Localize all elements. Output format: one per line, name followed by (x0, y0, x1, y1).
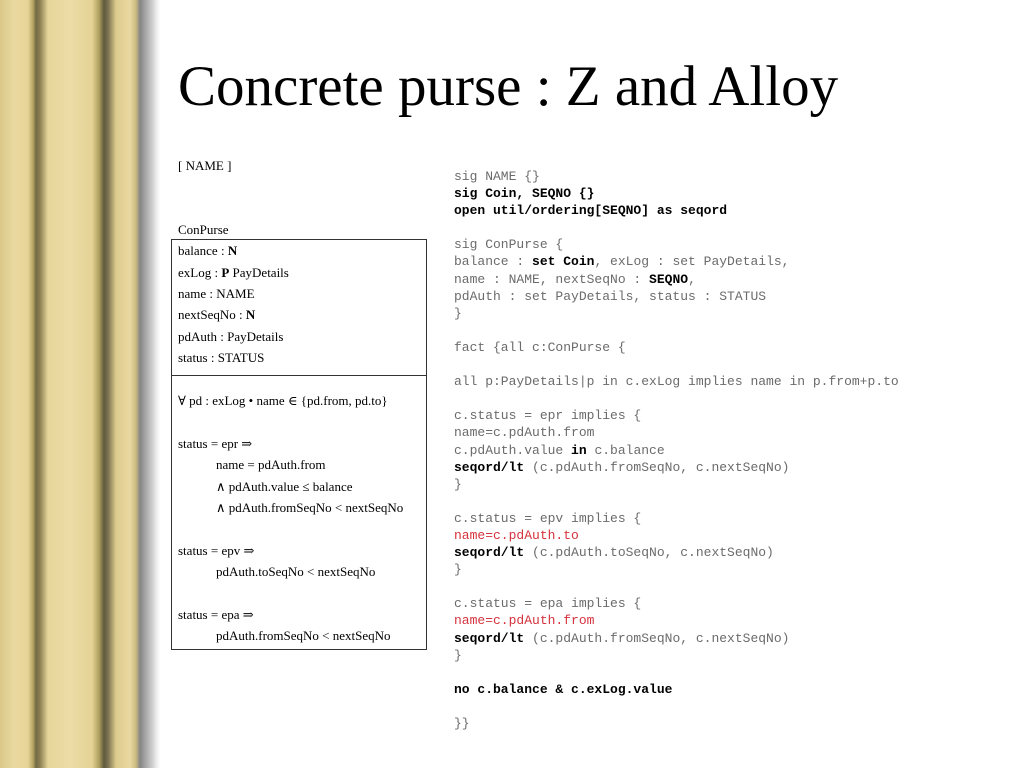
pred-epv-1: pdAuth.toSeqNo < nextSeqNo (216, 564, 376, 579)
decl-exlog (178, 265, 289, 281)
alloy-line: no c.balance & c.exLog.value (454, 681, 673, 697)
slide-title: Concrete purse : Z and Alloy (178, 55, 839, 118)
decl-status: status : STATUS (178, 350, 265, 365)
decl-exlog-name: exLog : (178, 265, 222, 280)
decl-name: name : NAME (178, 286, 255, 301)
alloy-line: } (454, 647, 462, 663)
pred-epv-head: status = epv ⇒ (178, 543, 255, 558)
pred-forall: ∀ pd : exLog • name ∈ {pd.from, pd.to} (178, 393, 388, 408)
alloy-token: (c.pdAuth.toSeqNo, c.nextSeqNo) (524, 545, 774, 561)
alloy-line-highlighted: name=c.pdAuth.from (454, 613, 595, 629)
alloy-line: }} (454, 716, 470, 731)
alloy-line: c.status = epv implies { (454, 510, 642, 526)
alloy-token: , exLog : set PayDetails, (594, 254, 790, 270)
alloy-line: } (454, 305, 462, 321)
alloy-keyword: SEQNO (649, 271, 689, 287)
z-schema-name: ConPurse (178, 222, 229, 237)
alloy-code-block (454, 168, 899, 732)
pred-epr-3: ∧ pdAuth.fromSeqNo < nextSeqNo (216, 500, 404, 515)
alloy-line: } (454, 476, 462, 492)
schema-divider (172, 375, 426, 376)
pred-epr-2: ∧ pdAuth.value ≤ balance (216, 479, 353, 494)
alloy-token: (c.pdAuth.fromSeqNo, c.nextSeqNo) (524, 459, 790, 475)
alloy-token: name : NAME, nextSeqNo : (454, 271, 650, 287)
decl-pdauth: pdAuth : PayDetails (178, 329, 284, 344)
alloy-line: open util/ordering[SEQNO] as seqord (454, 203, 728, 219)
decl-nextseqno (178, 307, 255, 323)
alloy-line (454, 272, 696, 287)
alloy-token: balance : (454, 254, 533, 270)
alloy-line: pdAuth : set PayDetails, status : STATUS (454, 288, 767, 304)
alloy-line (454, 631, 789, 646)
alloy-token: (c.pdAuth.fromSeqNo, c.nextSeqNo) (524, 630, 790, 646)
pred-epr-head: status = epr ⇒ (178, 436, 253, 451)
alloy-line: } (454, 562, 462, 578)
decl-balance (178, 243, 237, 259)
decl-exlog-type: PayDetails (229, 265, 289, 280)
alloy-line: sig Coin, SEQNO {} (454, 186, 595, 202)
z-schema-box (171, 239, 427, 650)
alloy-keyword: set Coin (532, 254, 595, 270)
alloy-token: c.pdAuth.value (454, 442, 572, 458)
decl-exlog-power: P (221, 265, 230, 280)
alloy-line: sig NAME {} (454, 169, 540, 184)
alloy-line: sig ConPurse { (454, 237, 564, 253)
decl-nextseqno-type: N (245, 307, 256, 322)
alloy-line: c.status = epa implies { (454, 596, 642, 612)
alloy-line: all p:PayDetails|p in c.exLog implies name in p.from+p.to (454, 374, 899, 390)
alloy-keyword: seqord/lt (454, 630, 525, 646)
decl-nextseqno-name: nextSeqNo : (178, 307, 246, 322)
decl-balance-type: N (227, 243, 238, 258)
pred-epr-1: name = pdAuth.from (216, 457, 326, 472)
alloy-line: name=c.pdAuth.from (454, 425, 595, 441)
alloy-token: c.balance (586, 442, 665, 458)
pred-epa-1: pdAuth.fromSeqNo < nextSeqNo (216, 628, 391, 643)
alloy-line (454, 254, 789, 269)
alloy-line-highlighted: name=c.pdAuth.to (454, 527, 579, 543)
alloy-line (454, 443, 665, 458)
alloy-line (454, 460, 789, 475)
alloy-token: , (688, 271, 696, 287)
z-basic-type: [ NAME ] (178, 158, 232, 173)
alloy-line: fact {all c:ConPurse { (454, 339, 626, 355)
decorative-side-bar (0, 0, 160, 768)
decl-balance-name: balance : (178, 243, 228, 258)
alloy-line (454, 545, 774, 560)
alloy-keyword: seqord/lt (454, 459, 525, 475)
alloy-line: c.status = epr implies { (454, 408, 642, 424)
alloy-keyword: in (571, 442, 587, 458)
pred-epa-head: status = epa ⇒ (178, 607, 254, 622)
alloy-keyword: seqord/lt (454, 545, 525, 561)
